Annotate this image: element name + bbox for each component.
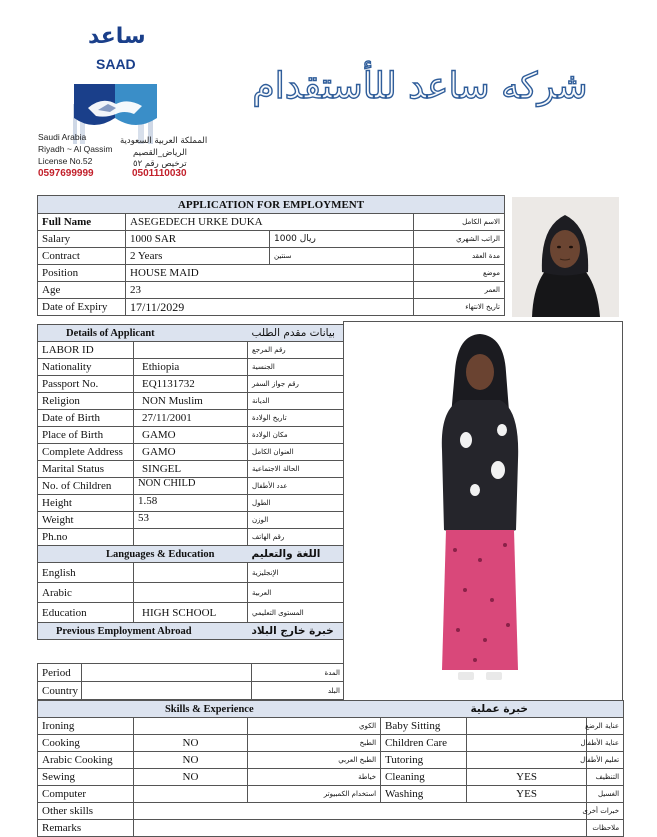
header-label-ar: الراتب الشهري bbox=[414, 231, 505, 248]
applicant-portrait-photo bbox=[512, 197, 619, 317]
other-skills-label-ar: خبرات أخرى bbox=[587, 803, 624, 820]
skills-title-ar: خبرة عملية bbox=[381, 701, 624, 718]
skill-label-ar: التنظيف bbox=[587, 769, 624, 786]
details-row bbox=[38, 529, 345, 546]
language-value: HIGH SCHOOL bbox=[134, 603, 248, 623]
header-label-ar: الاسم الكامل bbox=[414, 214, 505, 231]
company-logo bbox=[28, 14, 208, 184]
details-table bbox=[37, 324, 345, 640]
skill-value bbox=[134, 786, 248, 803]
other-skills-row bbox=[38, 803, 624, 820]
header-label-ar: مدة العقد bbox=[414, 248, 505, 265]
details-label: LABOR ID bbox=[38, 342, 134, 359]
skill-label-ar: استخدام الكمبيوتر bbox=[248, 786, 381, 803]
skill-label: Children Care bbox=[381, 735, 467, 752]
previous-table bbox=[37, 663, 345, 700]
header-value: 1000 SAR bbox=[126, 231, 270, 248]
skill-label: Ironing bbox=[38, 718, 134, 735]
previous-label: Period bbox=[38, 664, 82, 682]
previous-title: Previous Employment Abroad bbox=[38, 623, 248, 640]
details-value: NON Muslim bbox=[134, 393, 248, 410]
skill-label-ar: عناية الأطفال bbox=[587, 735, 624, 752]
skill-value: NO bbox=[134, 735, 248, 752]
header-row bbox=[38, 248, 505, 265]
skill-label-ar: تعليم الأطفال bbox=[587, 752, 624, 769]
details-label-ar: رقم جواز السفر bbox=[248, 376, 345, 393]
logo-phone-right: 0501110030 bbox=[132, 168, 187, 179]
details-row bbox=[38, 427, 345, 444]
details-value: 1.58 bbox=[134, 495, 248, 512]
skills-row bbox=[38, 786, 624, 803]
header-value: 2 Years bbox=[126, 248, 270, 265]
skills-table bbox=[37, 700, 624, 837]
language-row bbox=[38, 583, 345, 603]
details-label: Religion bbox=[38, 393, 134, 410]
remarks-value bbox=[134, 820, 587, 837]
skill-label-ar: عناية الرضع bbox=[587, 718, 624, 735]
skills-row bbox=[38, 769, 624, 786]
previous-title-ar: خبرة خارج البلاد bbox=[248, 623, 345, 640]
language-label-ar: المستوى التعليمي bbox=[248, 603, 345, 623]
skill-label-ar: الطبخ العربي bbox=[248, 752, 381, 769]
header-label: Position bbox=[38, 265, 126, 282]
previous-label: Country bbox=[38, 682, 82, 700]
remarks-label-ar: ملاحظات bbox=[587, 820, 624, 837]
details-value: SINGEL bbox=[134, 461, 248, 478]
header-label: Contract bbox=[38, 248, 126, 265]
header-value: HOUSE MAID bbox=[126, 265, 414, 282]
details-row bbox=[38, 444, 345, 461]
logo-arabic-name: ساعد bbox=[88, 24, 146, 49]
details-label: Complete Address bbox=[38, 444, 134, 461]
skill-label: Baby Sitting bbox=[381, 718, 467, 735]
skill-value: YES bbox=[467, 786, 587, 803]
language-label: Education bbox=[38, 603, 134, 623]
details-value bbox=[134, 529, 248, 546]
header-label: Date of Expiry bbox=[38, 299, 126, 316]
language-row bbox=[38, 603, 345, 623]
language-label: English bbox=[38, 563, 134, 583]
skill-label: Arabic Cooking bbox=[38, 752, 134, 769]
skill-label: Computer bbox=[38, 786, 134, 803]
details-row bbox=[38, 376, 345, 393]
skills-title: Skills & Experience bbox=[38, 701, 381, 718]
remarks-row bbox=[38, 820, 624, 837]
header-row bbox=[38, 299, 505, 316]
previous-label-ar: البلد bbox=[252, 682, 345, 700]
details-value: Ethiopia bbox=[134, 359, 248, 376]
details-label-ar: الجنسية bbox=[248, 359, 345, 376]
details-label: No. of Children bbox=[38, 478, 134, 495]
logo-country: Saudi Arabia bbox=[38, 132, 87, 142]
details-value: EQ1131732 bbox=[134, 376, 248, 393]
details-label-ar: الطول bbox=[248, 495, 345, 512]
details-label: Weight bbox=[38, 512, 134, 529]
previous-label-ar: المدة bbox=[252, 664, 345, 682]
skill-label: Cooking bbox=[38, 735, 134, 752]
details-row bbox=[38, 393, 345, 410]
language-label-ar: الإنجليزية bbox=[248, 563, 345, 583]
skill-label: Sewing bbox=[38, 769, 134, 786]
skills-row bbox=[38, 752, 624, 769]
header-value: 17/11/2029 bbox=[126, 299, 414, 316]
details-label-ar: مكان الولادة bbox=[248, 427, 345, 444]
details-value: GAMO bbox=[134, 444, 248, 461]
details-value: 53 bbox=[134, 512, 248, 529]
details-label-ar: عدد الأطفال bbox=[248, 478, 345, 495]
skill-label-ar: خياطة bbox=[248, 769, 381, 786]
header-value-ar: 1000 ريال bbox=[270, 231, 414, 248]
details-title-ar: بيانات مقدم الطلب bbox=[248, 325, 345, 342]
logo-country-ar: المملكة العربية السعودية bbox=[120, 136, 208, 146]
skill-label-ar: الكوي bbox=[248, 718, 381, 735]
header-value: ASEGEDECH URKE DUKA bbox=[126, 214, 414, 231]
details-label: Place of Birth bbox=[38, 427, 134, 444]
details-row bbox=[38, 410, 345, 427]
header-label-ar: موضع bbox=[414, 265, 505, 282]
skills-row bbox=[38, 735, 624, 752]
portrait-photo-icon bbox=[512, 197, 619, 317]
details-label-ar: الحالة الاجتماعية bbox=[248, 461, 345, 478]
details-row bbox=[38, 512, 345, 529]
company-title: شركه ساعد للأستقدام bbox=[252, 66, 588, 107]
skill-value bbox=[467, 718, 587, 735]
skill-value bbox=[467, 752, 587, 769]
details-label-ar: العنوان الكامل bbox=[248, 444, 345, 461]
form-title: APPLICATION FOR EMPLOYMENT bbox=[38, 196, 505, 214]
details-value: 27/11/2001 bbox=[134, 410, 248, 427]
language-label: Arabic bbox=[38, 583, 134, 603]
previous-value bbox=[82, 664, 252, 682]
logo-license-ar: ترخيص رقم ٥٢ bbox=[133, 159, 187, 169]
skill-label: Tutoring bbox=[381, 752, 467, 769]
header-label: Salary bbox=[38, 231, 126, 248]
language-label-ar: العربية bbox=[248, 583, 345, 603]
header-label: Age bbox=[38, 282, 126, 299]
languages-title: Languages & Education bbox=[38, 546, 248, 563]
skills-row bbox=[38, 718, 624, 735]
languages-title-ar: اللغة والتعليم bbox=[248, 546, 345, 563]
details-value bbox=[134, 342, 248, 359]
skill-label: Cleaning bbox=[381, 769, 467, 786]
details-row bbox=[38, 495, 345, 512]
details-label-ar: تاريخ الولادة bbox=[248, 410, 345, 427]
details-label-ar: رقم المرجع bbox=[248, 342, 345, 359]
skill-value: NO bbox=[134, 769, 248, 786]
header-table bbox=[37, 195, 505, 316]
skill-label-ar: الغسيل bbox=[587, 786, 624, 803]
logo-city: Riyadh ~ Al Qassim bbox=[38, 144, 113, 154]
details-label: Height bbox=[38, 495, 134, 512]
details-label-ar: رقم الهاتف bbox=[248, 529, 345, 546]
logo-phone-left: 0597699999 bbox=[38, 168, 94, 179]
logo-city-ar: الرياض_القصيم bbox=[133, 148, 187, 158]
previous-row bbox=[38, 664, 345, 682]
logo-english-name: SAAD bbox=[96, 56, 136, 72]
details-label-ar: الديانة bbox=[248, 393, 345, 410]
details-label: Ph.no bbox=[38, 529, 134, 546]
skill-label: Washing bbox=[381, 786, 467, 803]
language-row bbox=[38, 563, 345, 583]
applicant-full-body-photo bbox=[420, 330, 540, 690]
header-row bbox=[38, 265, 505, 282]
header-value-ar: سنتين bbox=[270, 248, 414, 265]
previous-value bbox=[82, 682, 252, 700]
details-row bbox=[38, 342, 345, 359]
header-value: 23 bbox=[126, 282, 414, 299]
header-row bbox=[38, 214, 505, 231]
other-skills-value bbox=[134, 803, 587, 820]
details-label-ar: الوزن bbox=[248, 512, 345, 529]
details-row bbox=[38, 359, 345, 376]
full-body-photo-icon bbox=[420, 330, 540, 690]
details-label: Marital Status bbox=[38, 461, 134, 478]
details-label: Date of Birth bbox=[38, 410, 134, 427]
header-label-ar: تاريخ الانتهاء bbox=[414, 299, 505, 316]
details-title: Details of Applicant bbox=[38, 325, 248, 342]
details-label: Nationality bbox=[38, 359, 134, 376]
skill-value: YES bbox=[467, 769, 587, 786]
language-value bbox=[134, 583, 248, 603]
remarks-label: Remarks bbox=[38, 820, 134, 837]
skill-label-ar: الطبخ bbox=[248, 735, 381, 752]
logo-license: License No.52 bbox=[38, 156, 93, 166]
skill-value bbox=[467, 735, 587, 752]
header-row bbox=[38, 282, 505, 299]
header-label-ar: العمر bbox=[414, 282, 505, 299]
language-value bbox=[134, 563, 248, 583]
previous-row bbox=[38, 682, 345, 700]
other-skills-label: Other skills bbox=[38, 803, 134, 820]
skill-value: NO bbox=[134, 752, 248, 769]
details-value: GAMO bbox=[134, 427, 248, 444]
details-label: Passport No. bbox=[38, 376, 134, 393]
details-value: NON CHILD bbox=[134, 478, 248, 495]
header-label: Full Name bbox=[38, 214, 126, 231]
details-row bbox=[38, 478, 345, 495]
details-row bbox=[38, 461, 345, 478]
header-row bbox=[38, 231, 505, 248]
skill-value bbox=[134, 718, 248, 735]
